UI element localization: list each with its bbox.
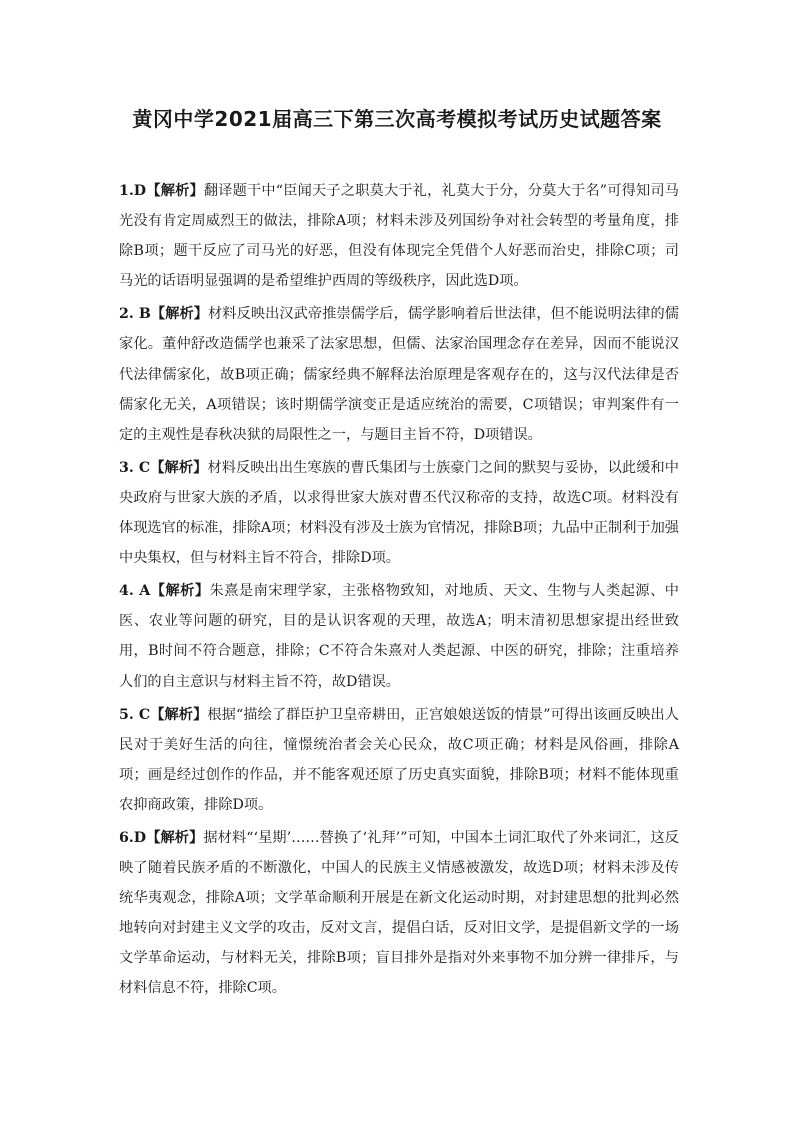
analysis-tag: 【解析】: [150, 583, 210, 600]
answer-text: 材料反映出汉武帝推崇儒学后，儒学影响着后世法律，但不能说明法律的儒家化。董仲舒改造儒学也兼采了法家思想，但儒、法家治国理念存在差异，因而不能说汉代法律儒家化，故B项正确；儒家经典不解释法治原理是客观存在的，这与汉代法律是否儒家化无关，A项错误；该时期儒学演变正是适应统治的需要，C项错误；审判案件有一定的主观性是春秋决狱的局限性之一，与题目主旨不符，D项错误。: [119, 306, 679, 443]
answer-number: 4. A: [119, 583, 151, 600]
analysis-tag: 【解析】: [150, 459, 208, 476]
answer-text: 据材料“‘星期’……替换了‘礼拜’”可知，中国本土词汇取代了外来词汇，这反映了随着民族矛盾的不断激化，中国人的民族主义情感被激发，故选D项；材料未涉及传统华夷观念，排除A项；文学革命顺利开展是在新文化运动时期，对封建思想的批判必然地转向对封建主义文学的攻击，反对文言，提倡白话，反对旧文学，是提倡新文学的一场文学革命运动，与材料无关，排除B项；盲目排外是指对外来事物不加分辨一律排斥，与材料信息不符，排除C项。: [119, 829, 679, 997]
answer-number: 3. C: [119, 459, 151, 476]
answer-number: 1.D: [119, 183, 147, 199]
answer-list: [119, 176, 679, 1007]
answer-number: 5. C: [119, 706, 151, 723]
answer-text: 朱熹是南宋理学家，主张格物致知，对地质、天文、生物与人类起源、中医、农业等问题的研究，目的是认识客观的天理，故选A；明末清初思想家提出经世致用，B时间不符合题意，排除；C不符合朱熹对人类起源、中医的研究，排除；注重培养人们的自主意识与材料主旨不符，故D错误。: [119, 583, 679, 690]
page-title: 黄冈中学2021届高三下第三次高考模拟考试历史试题答案: [132, 107, 662, 131]
analysis-tag: 【解析】: [146, 829, 204, 846]
answer-item-5: [119, 700, 679, 820]
analysis-tag: 【解析】: [146, 183, 204, 199]
answer-item-1: [119, 176, 679, 296]
answer-text: 材料反映出出生寒族的曹氏集团与士族豪门之间的默契与妥协，以此缓和中央政府与世家大族的矛盾，以求得世家大族对曹丕代汉称帝的支持，故选C项。材料没有体现选官的标准，排除A项；材料没有涉及士族为官情况，排除B项；九品中正制利于加强中央集权，但与材料主旨不符合，排除D项。: [119, 459, 679, 567]
answer-text: 翻译题干中“臣闻天子之职莫大于礼，礼莫大于分，分莫大于名”可得知司马光没有肯定周威烈王的做法，排除A项；材料未涉及列国纷争对社会转型的考量角度，排除B项；题干反应了司马光的好恶，但没有体现完全凭借个人好恶而治史，排除C项；司马光的话语明显强调的是希望维护西周的等级秩序，因此选D项。: [119, 183, 679, 290]
answer-item-3: [119, 453, 679, 573]
answer-number: 6.D: [119, 829, 147, 846]
analysis-tag: 【解析】: [150, 306, 209, 323]
answer-item-2: [119, 299, 679, 449]
analysis-tag: 【解析】: [150, 706, 208, 723]
answer-item-4: [119, 576, 679, 696]
answer-item-6: [119, 823, 679, 1004]
answer-number: 2. B: [119, 306, 151, 323]
answer-text: 根据“描绘了群臣护卫皇帝耕田，正宫娘娘送饭的情景”可得出该画反映出人民对于美好生活的向往，憧憬统治者会关心民众，故C项正确；材料是风俗画，排除A项；画是经过创作的作品，并不能客观还原了历史真实面貌，排除B项；材料不能体现重农抑商政策，排除D项。: [119, 706, 679, 813]
